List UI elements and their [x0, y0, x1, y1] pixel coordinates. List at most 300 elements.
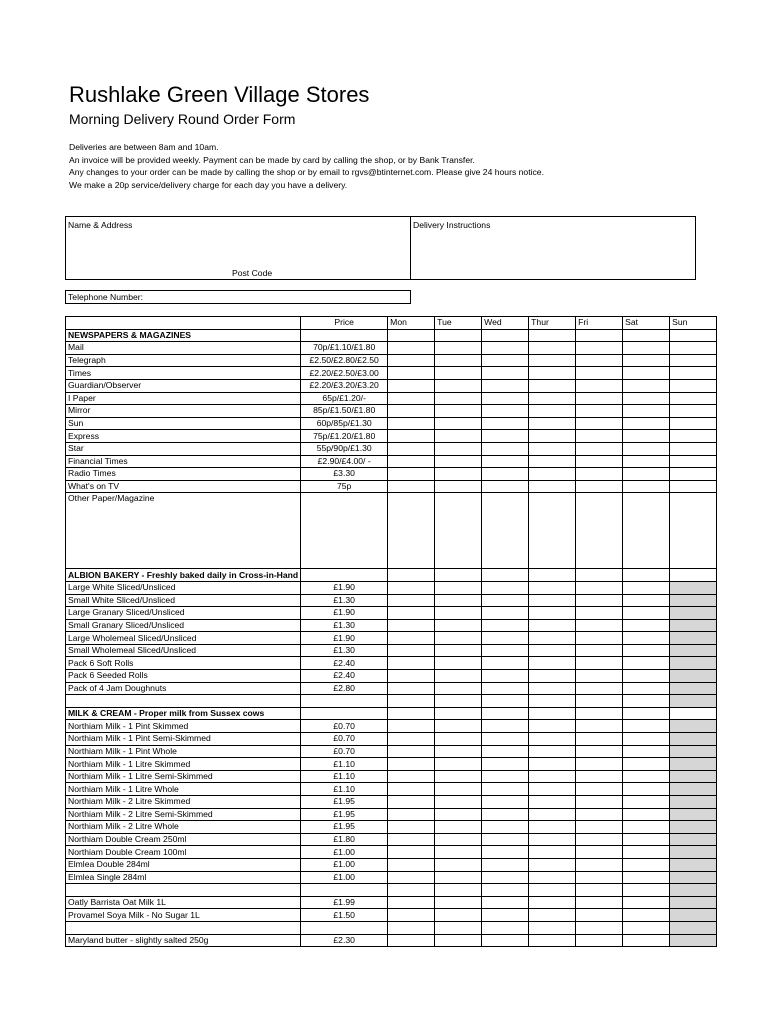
- day-cell-mon[interactable]: [388, 657, 435, 670]
- day-cell-mon[interactable]: [388, 367, 435, 380]
- day-cell-thur[interactable]: [529, 707, 576, 720]
- day-cell-tue[interactable]: [435, 354, 482, 367]
- day-cell-fri[interactable]: [576, 569, 623, 582]
- day-cell-mon[interactable]: [388, 770, 435, 783]
- day-cell-fri[interactable]: [576, 468, 623, 481]
- day-cell-sat[interactable]: [623, 480, 670, 493]
- day-cell-thur[interactable]: [529, 833, 576, 846]
- day-cell-tue[interactable]: [435, 342, 482, 355]
- day-cell-wed[interactable]: [482, 808, 529, 821]
- day-cell-wed[interactable]: [482, 934, 529, 947]
- day-cell-tue[interactable]: [435, 417, 482, 430]
- day-cell-sat[interactable]: [623, 846, 670, 859]
- day-cell-wed[interactable]: [482, 619, 529, 632]
- day-cell-sat[interactable]: [623, 783, 670, 796]
- day-cell-wed[interactable]: [482, 594, 529, 607]
- day-cell-mon[interactable]: [388, 392, 435, 405]
- day-cell-thur[interactable]: [529, 581, 576, 594]
- day-cell-fri[interactable]: [576, 770, 623, 783]
- day-cell-tue[interactable]: [435, 468, 482, 481]
- day-cell-tue[interactable]: [435, 644, 482, 657]
- day-cell-fri[interactable]: [576, 808, 623, 821]
- day-cell-sat[interactable]: [623, 921, 670, 934]
- day-cell-sun[interactable]: [670, 329, 717, 342]
- day-cell-sat[interactable]: [623, 430, 670, 443]
- day-cell-sun[interactable]: [670, 392, 717, 405]
- day-cell-sat[interactable]: [623, 808, 670, 821]
- day-cell-sun[interactable]: [670, 367, 717, 380]
- day-cell-thur[interactable]: [529, 884, 576, 897]
- day-cell-mon[interactable]: [388, 493, 435, 569]
- day-cell-fri[interactable]: [576, 405, 623, 418]
- day-cell-sat[interactable]: [623, 670, 670, 683]
- day-cell-mon[interactable]: [388, 695, 435, 708]
- day-cell-thur[interactable]: [529, 720, 576, 733]
- day-cell-thur[interactable]: [529, 619, 576, 632]
- day-cell-sun[interactable]: [670, 405, 717, 418]
- day-cell-fri[interactable]: [576, 846, 623, 859]
- day-cell-thur[interactable]: [529, 455, 576, 468]
- day-cell-tue[interactable]: [435, 405, 482, 418]
- day-cell-sat[interactable]: [623, 858, 670, 871]
- day-cell-sun[interactable]: [670, 871, 717, 884]
- day-cell-tue[interactable]: [435, 329, 482, 342]
- day-cell-thur[interactable]: [529, 569, 576, 582]
- day-cell-sun[interactable]: [670, 796, 717, 809]
- day-cell-thur[interactable]: [529, 644, 576, 657]
- day-cell-thur[interactable]: [529, 821, 576, 834]
- day-cell-thur[interactable]: [529, 430, 576, 443]
- day-cell-mon[interactable]: [388, 682, 435, 695]
- day-cell-fri[interactable]: [576, 354, 623, 367]
- day-cell-wed[interactable]: [482, 442, 529, 455]
- day-cell-thur[interactable]: [529, 896, 576, 909]
- delivery-instructions-field[interactable]: [410, 216, 696, 280]
- day-cell-thur[interactable]: [529, 670, 576, 683]
- day-cell-sun[interactable]: [670, 934, 717, 947]
- day-cell-fri[interactable]: [576, 329, 623, 342]
- day-cell-mon[interactable]: [388, 430, 435, 443]
- day-cell-wed[interactable]: [482, 417, 529, 430]
- day-cell-thur[interactable]: [529, 493, 576, 569]
- day-cell-wed[interactable]: [482, 846, 529, 859]
- day-cell-thur[interactable]: [529, 442, 576, 455]
- day-cell-mon[interactable]: [388, 808, 435, 821]
- day-cell-fri[interactable]: [576, 670, 623, 683]
- day-cell-sat[interactable]: [623, 405, 670, 418]
- day-cell-mon[interactable]: [388, 455, 435, 468]
- day-cell-wed[interactable]: [482, 896, 529, 909]
- day-cell-wed[interactable]: [482, 884, 529, 897]
- day-cell-sun[interactable]: [670, 682, 717, 695]
- day-cell-wed[interactable]: [482, 607, 529, 620]
- day-cell-sun[interactable]: [670, 342, 717, 355]
- day-cell-mon[interactable]: [388, 619, 435, 632]
- day-cell-sun[interactable]: [670, 657, 717, 670]
- day-cell-mon[interactable]: [388, 909, 435, 922]
- day-cell-fri[interactable]: [576, 720, 623, 733]
- day-cell-mon[interactable]: [388, 670, 435, 683]
- day-cell-sat[interactable]: [623, 417, 670, 430]
- day-cell-wed[interactable]: [482, 392, 529, 405]
- day-cell-wed[interactable]: [482, 821, 529, 834]
- day-cell-sun[interactable]: [670, 808, 717, 821]
- day-cell-tue[interactable]: [435, 619, 482, 632]
- day-cell-sat[interactable]: [623, 796, 670, 809]
- day-cell-sun[interactable]: [670, 632, 717, 645]
- day-cell-sat[interactable]: [623, 833, 670, 846]
- day-cell-sun[interactable]: [670, 430, 717, 443]
- day-cell-fri[interactable]: [576, 657, 623, 670]
- day-cell-fri[interactable]: [576, 607, 623, 620]
- day-cell-sun[interactable]: [670, 821, 717, 834]
- day-cell-tue[interactable]: [435, 934, 482, 947]
- day-cell-thur[interactable]: [529, 367, 576, 380]
- day-cell-thur[interactable]: [529, 909, 576, 922]
- day-cell-fri[interactable]: [576, 480, 623, 493]
- day-cell-sat[interactable]: [623, 909, 670, 922]
- day-cell-wed[interactable]: [482, 354, 529, 367]
- day-cell-sun[interactable]: [670, 695, 717, 708]
- day-cell-thur[interactable]: [529, 921, 576, 934]
- day-cell-sun[interactable]: [670, 707, 717, 720]
- day-cell-fri[interactable]: [576, 594, 623, 607]
- day-cell-thur[interactable]: [529, 796, 576, 809]
- day-cell-fri[interactable]: [576, 695, 623, 708]
- day-cell-tue[interactable]: [435, 758, 482, 771]
- day-cell-sun[interactable]: [670, 354, 717, 367]
- day-cell-mon[interactable]: [388, 871, 435, 884]
- day-cell-mon[interactable]: [388, 405, 435, 418]
- day-cell-mon[interactable]: [388, 468, 435, 481]
- day-cell-sun[interactable]: [670, 884, 717, 897]
- day-cell-wed[interactable]: [482, 569, 529, 582]
- day-cell-sun[interactable]: [670, 493, 717, 569]
- day-cell-tue[interactable]: [435, 770, 482, 783]
- day-cell-tue[interactable]: [435, 430, 482, 443]
- day-cell-fri[interactable]: [576, 871, 623, 884]
- day-cell-mon[interactable]: [388, 858, 435, 871]
- day-cell-mon[interactable]: [388, 342, 435, 355]
- day-cell-fri[interactable]: [576, 619, 623, 632]
- day-cell-fri[interactable]: [576, 921, 623, 934]
- day-cell-thur[interactable]: [529, 594, 576, 607]
- day-cell-sun[interactable]: [670, 733, 717, 746]
- day-cell-sat[interactable]: [623, 493, 670, 569]
- day-cell-sat[interactable]: [623, 896, 670, 909]
- day-cell-thur[interactable]: [529, 934, 576, 947]
- day-cell-fri[interactable]: [576, 392, 623, 405]
- day-cell-wed[interactable]: [482, 342, 529, 355]
- day-cell-tue[interactable]: [435, 670, 482, 683]
- day-cell-mon[interactable]: [388, 581, 435, 594]
- day-cell-sun[interactable]: [670, 480, 717, 493]
- day-cell-sat[interactable]: [623, 745, 670, 758]
- day-cell-tue[interactable]: [435, 569, 482, 582]
- day-cell-tue[interactable]: [435, 493, 482, 569]
- day-cell-wed[interactable]: [482, 644, 529, 657]
- day-cell-tue[interactable]: [435, 442, 482, 455]
- day-cell-sun[interactable]: [670, 581, 717, 594]
- day-cell-sat[interactable]: [623, 733, 670, 746]
- telephone-field[interactable]: [65, 290, 411, 304]
- day-cell-mon[interactable]: [388, 720, 435, 733]
- day-cell-fri[interactable]: [576, 821, 623, 834]
- day-cell-sun[interactable]: [670, 619, 717, 632]
- day-cell-mon[interactable]: [388, 745, 435, 758]
- day-cell-fri[interactable]: [576, 493, 623, 569]
- day-cell-fri[interactable]: [576, 342, 623, 355]
- day-cell-thur[interactable]: [529, 417, 576, 430]
- day-cell-fri[interactable]: [576, 430, 623, 443]
- day-cell-sun[interactable]: [670, 569, 717, 582]
- day-cell-thur[interactable]: [529, 329, 576, 342]
- day-cell-sun[interactable]: [670, 833, 717, 846]
- day-cell-fri[interactable]: [576, 442, 623, 455]
- day-cell-tue[interactable]: [435, 796, 482, 809]
- day-cell-wed[interactable]: [482, 455, 529, 468]
- day-cell-mon[interactable]: [388, 480, 435, 493]
- day-cell-tue[interactable]: [435, 480, 482, 493]
- day-cell-fri[interactable]: [576, 783, 623, 796]
- day-cell-fri[interactable]: [576, 707, 623, 720]
- day-cell-thur[interactable]: [529, 405, 576, 418]
- day-cell-wed[interactable]: [482, 833, 529, 846]
- day-cell-sun[interactable]: [670, 858, 717, 871]
- day-cell-sat[interactable]: [623, 569, 670, 582]
- day-cell-wed[interactable]: [482, 733, 529, 746]
- day-cell-mon[interactable]: [388, 569, 435, 582]
- day-cell-thur[interactable]: [529, 657, 576, 670]
- day-cell-sat[interactable]: [623, 758, 670, 771]
- day-cell-sat[interactable]: [623, 442, 670, 455]
- day-cell-thur[interactable]: [529, 808, 576, 821]
- day-cell-tue[interactable]: [435, 392, 482, 405]
- day-cell-wed[interactable]: [482, 480, 529, 493]
- day-cell-wed[interactable]: [482, 783, 529, 796]
- day-cell-tue[interactable]: [435, 720, 482, 733]
- day-cell-sat[interactable]: [623, 644, 670, 657]
- day-cell-wed[interactable]: [482, 493, 529, 569]
- day-cell-sun[interactable]: [670, 745, 717, 758]
- day-cell-tue[interactable]: [435, 921, 482, 934]
- day-cell-thur[interactable]: [529, 733, 576, 746]
- day-cell-wed[interactable]: [482, 695, 529, 708]
- day-cell-sat[interactable]: [623, 871, 670, 884]
- day-cell-sun[interactable]: [670, 909, 717, 922]
- day-cell-thur[interactable]: [529, 392, 576, 405]
- day-cell-fri[interactable]: [576, 581, 623, 594]
- day-cell-tue[interactable]: [435, 707, 482, 720]
- day-cell-wed[interactable]: [482, 858, 529, 871]
- day-cell-sat[interactable]: [623, 657, 670, 670]
- day-cell-sun[interactable]: [670, 896, 717, 909]
- day-cell-thur[interactable]: [529, 468, 576, 481]
- day-cell-wed[interactable]: [482, 329, 529, 342]
- day-cell-sat[interactable]: [623, 884, 670, 897]
- day-cell-thur[interactable]: [529, 871, 576, 884]
- day-cell-thur[interactable]: [529, 607, 576, 620]
- day-cell-fri[interactable]: [576, 632, 623, 645]
- day-cell-sun[interactable]: [670, 644, 717, 657]
- day-cell-thur[interactable]: [529, 354, 576, 367]
- day-cell-sat[interactable]: [623, 367, 670, 380]
- day-cell-tue[interactable]: [435, 896, 482, 909]
- day-cell-sat[interactable]: [623, 329, 670, 342]
- day-cell-thur[interactable]: [529, 758, 576, 771]
- day-cell-tue[interactable]: [435, 657, 482, 670]
- day-cell-sat[interactable]: [623, 695, 670, 708]
- day-cell-tue[interactable]: [435, 909, 482, 922]
- day-cell-sat[interactable]: [623, 594, 670, 607]
- day-cell-sun[interactable]: [670, 607, 717, 620]
- day-cell-fri[interactable]: [576, 796, 623, 809]
- day-cell-fri[interactable]: [576, 367, 623, 380]
- day-cell-sun[interactable]: [670, 455, 717, 468]
- day-cell-sun[interactable]: [670, 770, 717, 783]
- day-cell-sun[interactable]: [670, 670, 717, 683]
- day-cell-tue[interactable]: [435, 682, 482, 695]
- day-cell-sat[interactable]: [623, 821, 670, 834]
- day-cell-wed[interactable]: [482, 921, 529, 934]
- day-cell-thur[interactable]: [529, 783, 576, 796]
- day-cell-mon[interactable]: [388, 607, 435, 620]
- day-cell-tue[interactable]: [435, 808, 482, 821]
- day-cell-fri[interactable]: [576, 884, 623, 897]
- day-cell-wed[interactable]: [482, 367, 529, 380]
- day-cell-thur[interactable]: [529, 480, 576, 493]
- day-cell-fri[interactable]: [576, 379, 623, 392]
- day-cell-wed[interactable]: [482, 581, 529, 594]
- day-cell-wed[interactable]: [482, 745, 529, 758]
- day-cell-tue[interactable]: [435, 884, 482, 897]
- day-cell-fri[interactable]: [576, 644, 623, 657]
- day-cell-sat[interactable]: [623, 720, 670, 733]
- day-cell-thur[interactable]: [529, 846, 576, 859]
- day-cell-tue[interactable]: [435, 871, 482, 884]
- day-cell-mon[interactable]: [388, 417, 435, 430]
- day-cell-wed[interactable]: [482, 405, 529, 418]
- day-cell-sun[interactable]: [670, 442, 717, 455]
- day-cell-thur[interactable]: [529, 342, 576, 355]
- day-cell-wed[interactable]: [482, 468, 529, 481]
- day-cell-mon[interactable]: [388, 329, 435, 342]
- day-cell-sun[interactable]: [670, 379, 717, 392]
- day-cell-sat[interactable]: [623, 619, 670, 632]
- day-cell-tue[interactable]: [435, 367, 482, 380]
- day-cell-wed[interactable]: [482, 720, 529, 733]
- day-cell-mon[interactable]: [388, 833, 435, 846]
- day-cell-sat[interactable]: [623, 707, 670, 720]
- day-cell-sat[interactable]: [623, 468, 670, 481]
- day-cell-mon[interactable]: [388, 379, 435, 392]
- day-cell-sat[interactable]: [623, 354, 670, 367]
- day-cell-wed[interactable]: [482, 682, 529, 695]
- day-cell-fri[interactable]: [576, 733, 623, 746]
- day-cell-sat[interactable]: [623, 581, 670, 594]
- day-cell-wed[interactable]: [482, 632, 529, 645]
- day-cell-mon[interactable]: [388, 354, 435, 367]
- day-cell-thur[interactable]: [529, 858, 576, 871]
- day-cell-sat[interactable]: [623, 379, 670, 392]
- day-cell-fri[interactable]: [576, 758, 623, 771]
- day-cell-fri[interactable]: [576, 833, 623, 846]
- day-cell-mon[interactable]: [388, 594, 435, 607]
- day-cell-fri[interactable]: [576, 417, 623, 430]
- day-cell-tue[interactable]: [435, 846, 482, 859]
- day-cell-mon[interactable]: [388, 442, 435, 455]
- day-cell-thur[interactable]: [529, 379, 576, 392]
- day-cell-sat[interactable]: [623, 455, 670, 468]
- day-cell-tue[interactable]: [435, 858, 482, 871]
- day-cell-tue[interactable]: [435, 745, 482, 758]
- day-cell-tue[interactable]: [435, 783, 482, 796]
- day-cell-mon[interactable]: [388, 644, 435, 657]
- day-cell-fri[interactable]: [576, 455, 623, 468]
- day-cell-wed[interactable]: [482, 909, 529, 922]
- day-cell-sat[interactable]: [623, 607, 670, 620]
- day-cell-sun[interactable]: [670, 594, 717, 607]
- day-cell-thur[interactable]: [529, 682, 576, 695]
- day-cell-mon[interactable]: [388, 733, 435, 746]
- day-cell-sat[interactable]: [623, 770, 670, 783]
- day-cell-sat[interactable]: [623, 342, 670, 355]
- day-cell-wed[interactable]: [482, 707, 529, 720]
- day-cell-fri[interactable]: [576, 934, 623, 947]
- day-cell-mon[interactable]: [388, 896, 435, 909]
- day-cell-tue[interactable]: [435, 695, 482, 708]
- day-cell-wed[interactable]: [482, 430, 529, 443]
- day-cell-wed[interactable]: [482, 758, 529, 771]
- day-cell-sun[interactable]: [670, 468, 717, 481]
- day-cell-sat[interactable]: [623, 682, 670, 695]
- day-cell-sun[interactable]: [670, 846, 717, 859]
- day-cell-mon[interactable]: [388, 783, 435, 796]
- day-cell-tue[interactable]: [435, 594, 482, 607]
- day-cell-fri[interactable]: [576, 682, 623, 695]
- day-cell-fri[interactable]: [576, 858, 623, 871]
- day-cell-mon[interactable]: [388, 934, 435, 947]
- day-cell-fri[interactable]: [576, 909, 623, 922]
- day-cell-sun[interactable]: [670, 720, 717, 733]
- day-cell-sat[interactable]: [623, 934, 670, 947]
- day-cell-wed[interactable]: [482, 770, 529, 783]
- day-cell-sun[interactable]: [670, 783, 717, 796]
- day-cell-tue[interactable]: [435, 455, 482, 468]
- day-cell-tue[interactable]: [435, 607, 482, 620]
- day-cell-thur[interactable]: [529, 632, 576, 645]
- day-cell-mon[interactable]: [388, 846, 435, 859]
- day-cell-thur[interactable]: [529, 745, 576, 758]
- day-cell-tue[interactable]: [435, 821, 482, 834]
- day-cell-tue[interactable]: [435, 833, 482, 846]
- day-cell-wed[interactable]: [482, 670, 529, 683]
- day-cell-tue[interactable]: [435, 581, 482, 594]
- day-cell-thur[interactable]: [529, 770, 576, 783]
- day-cell-thur[interactable]: [529, 695, 576, 708]
- day-cell-mon[interactable]: [388, 821, 435, 834]
- day-cell-fri[interactable]: [576, 745, 623, 758]
- day-cell-wed[interactable]: [482, 657, 529, 670]
- day-cell-sun[interactable]: [670, 758, 717, 771]
- day-cell-wed[interactable]: [482, 796, 529, 809]
- day-cell-sun[interactable]: [670, 921, 717, 934]
- day-cell-tue[interactable]: [435, 733, 482, 746]
- day-cell-sun[interactable]: [670, 417, 717, 430]
- day-cell-fri[interactable]: [576, 896, 623, 909]
- day-cell-sat[interactable]: [623, 392, 670, 405]
- day-cell-mon[interactable]: [388, 884, 435, 897]
